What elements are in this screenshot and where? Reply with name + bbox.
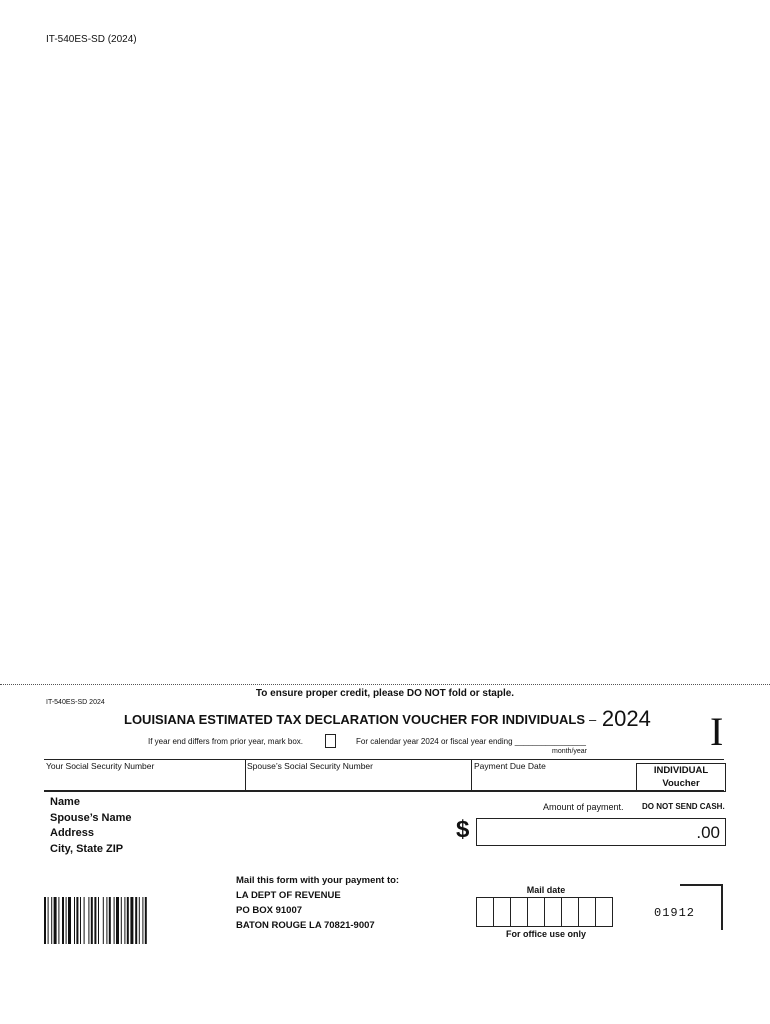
title-dash: –	[589, 712, 597, 727]
mailing-address	[236, 873, 399, 933]
amount-cents: .00	[696, 823, 720, 842]
mail-po-box: PO BOX 91007	[236, 905, 303, 916]
amount-input[interactable]	[476, 818, 726, 846]
mail-date-cell	[477, 898, 494, 926]
barcode	[44, 897, 185, 944]
barcode-bar	[116, 897, 119, 944]
barcode-bar	[130, 897, 133, 944]
prior-year-note: If year end differs from prior year, mark box.	[148, 737, 304, 746]
dollar-sign: $	[456, 816, 470, 843]
mail-date-cell	[545, 898, 562, 926]
ssn-row-bottom-border	[44, 790, 724, 792]
barcode-bar	[48, 897, 49, 944]
barcode-bar	[124, 897, 125, 944]
voucher-form-id: IT-540ES-SD 2024	[46, 699, 105, 706]
name-line: Name	[50, 796, 80, 808]
barcode-bar	[103, 897, 104, 944]
address-line: Address	[50, 827, 95, 839]
corner-mark-horizontal	[680, 884, 723, 886]
voucher-year: 2024	[601, 706, 651, 731]
mail-date-cell	[528, 898, 545, 926]
barcode-bar	[114, 897, 115, 944]
payment-due-date-field[interactable]: Payment Due Date	[474, 761, 546, 771]
barcode-bar	[94, 897, 96, 944]
barcode-bar	[80, 897, 81, 944]
voucher-type-badge	[636, 763, 726, 792]
barcode-bar	[91, 897, 93, 944]
barcode-bar	[44, 897, 46, 944]
barcode-bar	[62, 897, 64, 944]
voucher-type-letter: I	[710, 709, 724, 754]
fold-instruction: To ensure proper credit, please DO NOT fold or staple.	[255, 688, 515, 699]
barcode-bar	[58, 897, 59, 944]
mail-date-cell	[562, 898, 579, 926]
barcode-bar	[135, 897, 137, 944]
barcode-bar	[84, 897, 85, 944]
barcode-bar	[68, 897, 71, 944]
mail-instruction: Mail this form with your payment to:	[236, 875, 400, 886]
mail-date-cell	[511, 898, 528, 926]
mail-date-cell	[596, 898, 612, 926]
office-use-label: For office use only	[505, 929, 586, 939]
ssn-field[interactable]: Your Social Security Number	[46, 761, 155, 771]
spouse-ssn-divider	[471, 759, 472, 790]
fiscal-year-checkbox[interactable]	[325, 734, 336, 748]
voucher-type-line1: INDIVIDUAL	[653, 765, 709, 776]
voucher-title-text: LOUISIANA ESTIMATED TAX DECLARATION VOUCHER FOR INDIVIDUALS	[124, 712, 586, 727]
form-id-header: IT-540ES-SD (2024)	[46, 34, 137, 45]
mail-date-cell	[579, 898, 596, 926]
barcode-bar	[98, 897, 99, 944]
barcode-bar	[88, 897, 89, 944]
spouse-name-line: Spouse’s Name	[50, 811, 132, 824]
mail-recipient: LA DEPT OF REVENUE	[236, 890, 341, 901]
calendar-year-note: For calendar year 2024 or fiscal year ending ________________	[356, 737, 586, 746]
perforation-line	[0, 684, 770, 685]
barcode-bar	[109, 897, 111, 944]
barcode-bar	[66, 897, 67, 944]
barcode-bar	[139, 897, 140, 944]
mail-city: BATON ROUGE LA 70821-9007	[236, 920, 375, 931]
corner-mark-vertical	[721, 884, 723, 930]
mail-date-label: Mail date	[526, 885, 566, 895]
month-year-label: month/year	[552, 748, 588, 755]
city-state-zip-line: City, State ZIP	[50, 842, 124, 855]
spouse-ssn-field[interactable]: Spouse’s Social Security Number	[247, 761, 373, 771]
barcode-bar	[145, 897, 147, 944]
ssn-divider	[245, 759, 246, 790]
barcode-bar	[51, 897, 52, 944]
no-cash-notice: DO NOT SEND CASH.	[642, 802, 725, 811]
ssn-row-top-border	[44, 759, 724, 760]
barcode-bar	[142, 897, 143, 944]
barcode-bar	[121, 897, 122, 944]
barcode-bar	[106, 897, 107, 944]
mail-date-cell	[494, 898, 511, 926]
barcode-bar	[127, 897, 129, 944]
address-block	[50, 795, 132, 857]
amount-label: Amount of payment.	[543, 802, 624, 812]
voucher-title	[124, 706, 651, 732]
form-code: 01912	[654, 906, 696, 920]
barcode-bar	[74, 897, 75, 944]
barcode-bar	[54, 897, 57, 944]
voucher-type-line2: Voucher	[662, 778, 700, 789]
barcode-bar	[76, 897, 78, 944]
mail-date-boxes	[476, 897, 613, 927]
